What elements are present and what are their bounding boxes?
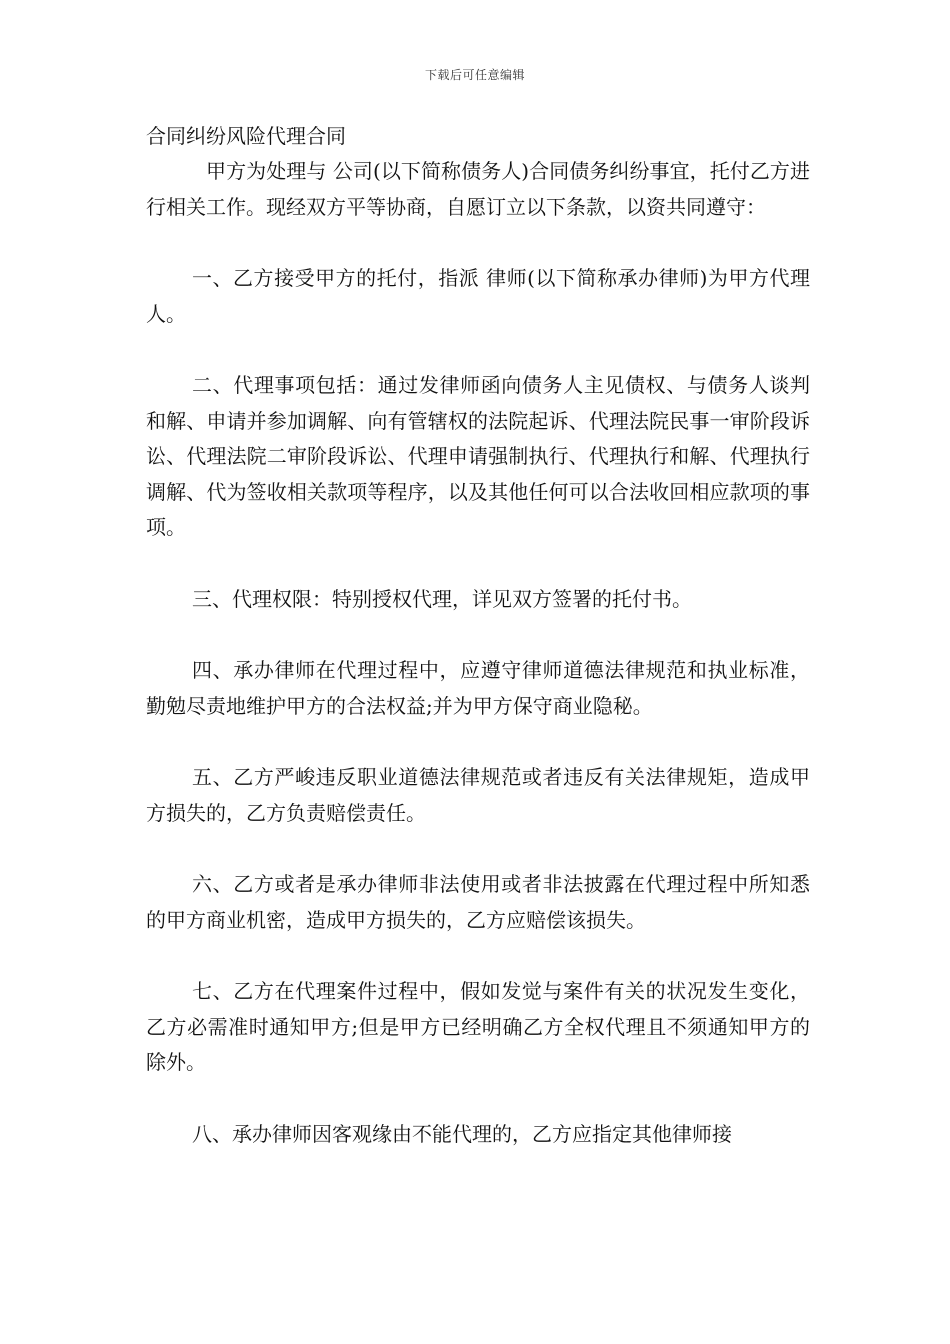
paragraph-gap [146, 938, 810, 974]
header-note: 下载后可任意编辑 [424, 68, 525, 82]
clause-5: 五、乙方严峻违反职业道德法律规范或者违反有关法律规矩，造成甲方损失的，乙方负责赔偿责任。 [146, 765, 810, 825]
clause-7: 七、乙方在代理案件过程中，假如发觉与案件有关的状况发生变化，乙方必需准时通知甲方;但是甲方已经明确乙方全权代理且不须通知甲方的除外。 [146, 979, 810, 1074]
clause-1: 一、乙方接受甲方的托付，指派 律师(以下简称承办律师)为甲方代理人。 [146, 266, 810, 326]
intro-paragraph: 甲方为处理与 公司(以下简称债务人)合同债务纠纷事宜，托付乙方进行相关工作。现经双方平等协商，自愿订立以下条款，以资共同遵守： [146, 159, 810, 219]
paragraph-gap [146, 546, 810, 582]
clause-3: 三、代理权限：特别授权代理，详见双方签署的托付书。 [192, 586, 692, 611]
clause-8: 八、承办律师因客观缘由不能代理的，乙方应指定其他律师接 [192, 1121, 732, 1146]
paragraph-gap [146, 225, 810, 261]
document-body [146, 118, 810, 1152]
paragraph-gap [146, 831, 810, 867]
document-title: 合同纠纷风险代理合同 [146, 124, 346, 148]
clause-4: 四、承办律师在代理过程中，应遵守律师道德法律规范和执业标准，勤勉尽责地维护甲方的合法权益;并为甲方保守商业隐秘。 [146, 658, 810, 718]
clause-6: 六、乙方或者是承办律师非法使用或者非法披露在代理过程中所知悉的甲方商业机密，造成甲方损失的，乙方应赔偿该损失。 [146, 872, 810, 932]
paragraph-gap [146, 724, 810, 760]
clause-2: 二、代理事项包括：通过发律师函向债务人主见债权、与债务人谈判和解、申请并参加调解、向有管辖权的法院起诉、代理法院民事一审阶段诉讼、代理法院二审阶段诉讼、代理申请强制执行、代理执行和解、代理执行调解、代为签收相关款项等程序，以及其他任何可以合法收回相应款项的事项。 [146, 373, 810, 539]
paragraph-gap [146, 1081, 810, 1117]
paragraph-gap [146, 617, 810, 653]
paragraph-gap [146, 332, 810, 368]
